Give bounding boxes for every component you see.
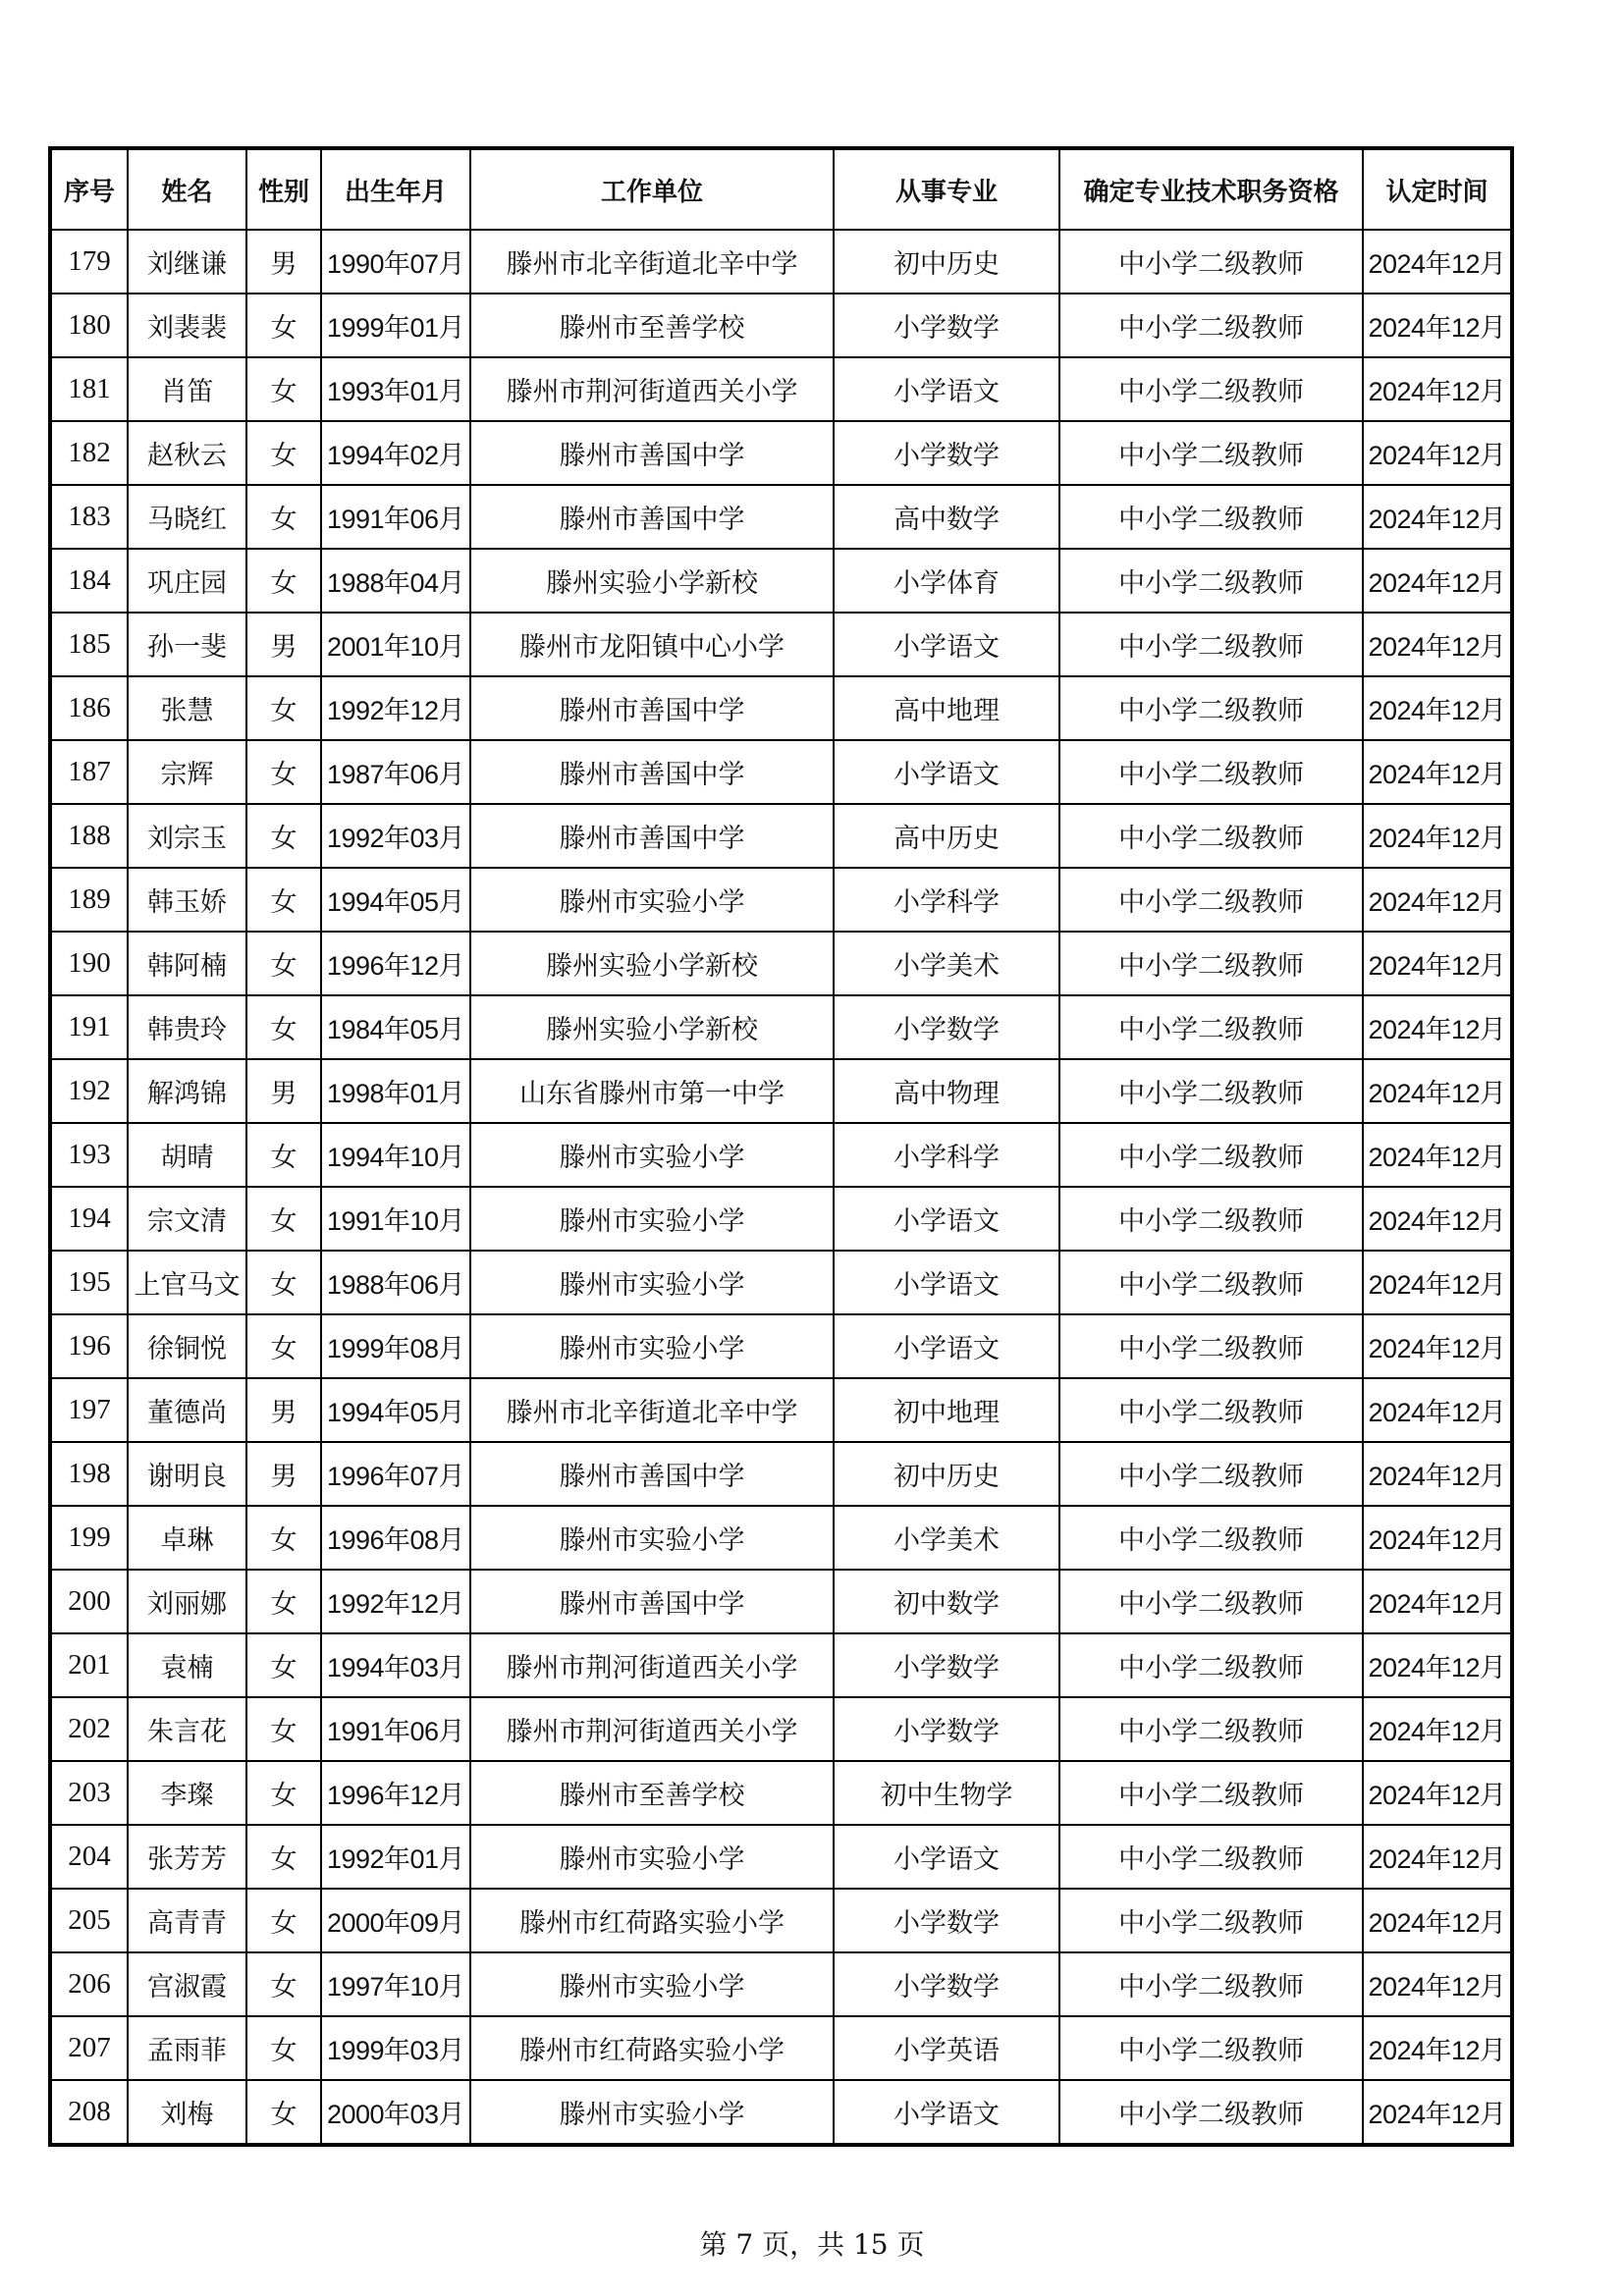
table-row — [50, 868, 1512, 932]
cell-specialty: 初中生物学 — [834, 1761, 1059, 1825]
cell-certification-date: 2024年12月 — [1363, 1506, 1512, 1570]
cell-certification-date: 2024年12月 — [1363, 676, 1512, 740]
cell-certification-date: 2024年12月 — [1363, 613, 1512, 676]
cell-certification-date: 2024年12月 — [1363, 1123, 1512, 1187]
cell-qualification: 中小学二级教师 — [1059, 1825, 1363, 1889]
table-row — [50, 1059, 1512, 1123]
cell-gender: 女 — [246, 294, 321, 357]
table-row — [50, 485, 1512, 549]
cell-name: 徐铜悦 — [128, 1314, 246, 1378]
cell-certification-date: 2024年12月 — [1363, 1314, 1512, 1378]
table-body — [50, 230, 1512, 2145]
cell-qualification: 中小学二级教师 — [1059, 549, 1363, 613]
cell-certification-date: 2024年12月 — [1363, 485, 1512, 549]
cell-work-unit: 滕州市善国中学 — [470, 804, 834, 868]
cell-qualification: 中小学二级教师 — [1059, 1378, 1363, 1442]
cell-qualification: 中小学二级教师 — [1059, 1442, 1363, 1506]
header-specialty: 从事专业 — [834, 148, 1059, 230]
cell-name: 上官马文 — [128, 1251, 246, 1314]
cell-qualification: 中小学二级教师 — [1059, 1761, 1363, 1825]
cell-gender: 女 — [246, 549, 321, 613]
cell-qualification: 中小学二级教师 — [1059, 1697, 1363, 1761]
cell-work-unit: 滕州市荆河街道西关小学 — [470, 1633, 834, 1697]
cell-gender: 女 — [246, 1952, 321, 2016]
cell-serial-no: 204 — [50, 1825, 128, 1889]
cell-gender: 女 — [246, 740, 321, 804]
cell-specialty: 高中物理 — [834, 1059, 1059, 1123]
table-row — [50, 2016, 1512, 2080]
cell-certification-date: 2024年12月 — [1363, 1059, 1512, 1123]
cell-work-unit: 滕州市善国中学 — [470, 421, 834, 485]
cell-birth-date: 1997年10月 — [321, 1952, 470, 2016]
cell-name: 袁楠 — [128, 1633, 246, 1697]
cell-birth-date: 1994年05月 — [321, 1378, 470, 1442]
cell-serial-no: 208 — [50, 2080, 128, 2145]
cell-name: 刘裴裴 — [128, 294, 246, 357]
cell-name: 刘丽娜 — [128, 1570, 246, 1633]
cell-qualification: 中小学二级教师 — [1059, 294, 1363, 357]
cell-serial-no: 192 — [50, 1059, 128, 1123]
cell-specialty: 小学语文 — [834, 613, 1059, 676]
cell-serial-no: 191 — [50, 995, 128, 1059]
cell-serial-no: 195 — [50, 1251, 128, 1314]
cell-specialty: 小学语文 — [834, 1825, 1059, 1889]
cell-birth-date: 1996年12月 — [321, 932, 470, 995]
table-row — [50, 740, 1512, 804]
cell-name: 韩阿楠 — [128, 932, 246, 995]
cell-qualification: 中小学二级教师 — [1059, 1952, 1363, 2016]
cell-specialty: 小学英语 — [834, 2016, 1059, 2080]
cell-specialty: 小学科学 — [834, 1123, 1059, 1187]
cell-name: 巩庄园 — [128, 549, 246, 613]
table-row — [50, 932, 1512, 995]
cell-gender: 女 — [246, 1314, 321, 1378]
cell-certification-date: 2024年12月 — [1363, 1697, 1512, 1761]
cell-serial-no: 185 — [50, 613, 128, 676]
cell-serial-no: 200 — [50, 1570, 128, 1633]
table-header-row — [50, 148, 1512, 230]
table-row — [50, 1952, 1512, 2016]
cell-work-unit: 滕州市善国中学 — [470, 740, 834, 804]
cell-name: 刘梅 — [128, 2080, 246, 2145]
cell-specialty: 小学语文 — [834, 1314, 1059, 1378]
cell-qualification: 中小学二级教师 — [1059, 1633, 1363, 1697]
table-row — [50, 2080, 1512, 2145]
cell-serial-no: 193 — [50, 1123, 128, 1187]
cell-name: 刘继谦 — [128, 230, 246, 294]
cell-name: 赵秋云 — [128, 421, 246, 485]
teacher-qualification-table — [48, 146, 1514, 2147]
cell-name: 谢明良 — [128, 1442, 246, 1506]
cell-name: 张芳芳 — [128, 1825, 246, 1889]
cell-work-unit: 滕州市善国中学 — [470, 1570, 834, 1633]
cell-specialty: 小学数学 — [834, 421, 1059, 485]
cell-specialty: 小学数学 — [834, 1889, 1059, 1952]
cell-gender: 女 — [246, 1123, 321, 1187]
cell-work-unit: 滕州市善国中学 — [470, 1442, 834, 1506]
cell-gender: 男 — [246, 1378, 321, 1442]
cell-qualification: 中小学二级教师 — [1059, 2016, 1363, 2080]
cell-birth-date: 1991年06月 — [321, 1697, 470, 1761]
cell-birth-date: 1993年01月 — [321, 357, 470, 421]
cell-birth-date: 1996年07月 — [321, 1442, 470, 1506]
table-row — [50, 613, 1512, 676]
cell-birth-date: 2000年03月 — [321, 2080, 470, 2145]
cell-work-unit: 滕州市北辛街道北辛中学 — [470, 1378, 834, 1442]
cell-work-unit: 滕州市红荷路实验小学 — [470, 2016, 834, 2080]
cell-name: 孙一斐 — [128, 613, 246, 676]
cell-serial-no: 201 — [50, 1633, 128, 1697]
cell-certification-date: 2024年12月 — [1363, 932, 1512, 995]
cell-specialty: 初中地理 — [834, 1378, 1059, 1442]
cell-certification-date: 2024年12月 — [1363, 1952, 1512, 2016]
cell-gender: 女 — [246, 357, 321, 421]
cell-serial-no: 207 — [50, 2016, 128, 2080]
table-row — [50, 230, 1512, 294]
cell-name: 董德尚 — [128, 1378, 246, 1442]
cell-qualification: 中小学二级教师 — [1059, 1889, 1363, 1952]
cell-certification-date: 2024年12月 — [1363, 1187, 1512, 1251]
cell-gender: 女 — [246, 804, 321, 868]
cell-certification-date: 2024年12月 — [1363, 1251, 1512, 1314]
cell-work-unit: 滕州实验小学新校 — [470, 932, 834, 995]
cell-specialty: 小学语文 — [834, 740, 1059, 804]
cell-specialty: 小学美术 — [834, 932, 1059, 995]
cell-gender: 女 — [246, 932, 321, 995]
cell-birth-date: 1994年05月 — [321, 868, 470, 932]
table-row — [50, 1761, 1512, 1825]
cell-serial-no: 205 — [50, 1889, 128, 1952]
cell-birth-date: 1999年08月 — [321, 1314, 470, 1378]
cell-work-unit: 滕州市荆河街道西关小学 — [470, 1697, 834, 1761]
cell-certification-date: 2024年12月 — [1363, 1761, 1512, 1825]
cell-work-unit: 滕州市实验小学 — [470, 1314, 834, 1378]
cell-certification-date: 2024年12月 — [1363, 1889, 1512, 1952]
cell-work-unit: 滕州市善国中学 — [470, 485, 834, 549]
cell-name: 韩玉娇 — [128, 868, 246, 932]
cell-specialty: 小学语文 — [834, 357, 1059, 421]
cell-serial-no: 198 — [50, 1442, 128, 1506]
cell-name: 卓琳 — [128, 1506, 246, 1570]
cell-birth-date: 1992年12月 — [321, 1570, 470, 1633]
header-gender: 性别 — [246, 148, 321, 230]
cell-serial-no: 187 — [50, 740, 128, 804]
cell-specialty: 高中数学 — [834, 485, 1059, 549]
cell-birth-date: 1992年01月 — [321, 1825, 470, 1889]
cell-specialty: 小学语文 — [834, 1251, 1059, 1314]
cell-specialty: 小学数学 — [834, 995, 1059, 1059]
cell-work-unit: 滕州市实验小学 — [470, 1952, 834, 2016]
cell-work-unit: 滕州实验小学新校 — [470, 995, 834, 1059]
page-footer: 第 7 页，共 15 页 — [699, 2228, 925, 2261]
cell-serial-no: 196 — [50, 1314, 128, 1378]
cell-serial-no: 194 — [50, 1187, 128, 1251]
cell-qualification: 中小学二级教师 — [1059, 932, 1363, 995]
cell-work-unit: 滕州市龙阳镇中心小学 — [470, 613, 834, 676]
cell-qualification: 中小学二级教师 — [1059, 676, 1363, 740]
cell-serial-no: 190 — [50, 932, 128, 995]
cell-gender: 女 — [246, 485, 321, 549]
cell-birth-date: 2001年10月 — [321, 613, 470, 676]
table-row — [50, 1506, 1512, 1570]
cell-serial-no: 179 — [50, 230, 128, 294]
cell-certification-date: 2024年12月 — [1363, 1825, 1512, 1889]
cell-birth-date: 1996年12月 — [321, 1761, 470, 1825]
cell-qualification: 中小学二级教师 — [1059, 1570, 1363, 1633]
cell-work-unit: 滕州市实验小学 — [470, 2080, 834, 2145]
cell-gender: 女 — [246, 995, 321, 1059]
cell-work-unit: 滕州市荆河街道西关小学 — [470, 357, 834, 421]
table-row — [50, 549, 1512, 613]
cell-specialty: 小学体育 — [834, 549, 1059, 613]
cell-specialty: 小学语文 — [834, 2080, 1059, 2145]
table-row — [50, 1570, 1512, 1633]
table-row — [50, 421, 1512, 485]
cell-certification-date: 2024年12月 — [1363, 549, 1512, 613]
cell-work-unit: 滕州市实验小学 — [470, 1187, 834, 1251]
cell-specialty: 小学数学 — [834, 294, 1059, 357]
cell-qualification: 中小学二级教师 — [1059, 1506, 1363, 1570]
cell-qualification: 中小学二级教师 — [1059, 1059, 1363, 1123]
cell-birth-date: 1991年06月 — [321, 485, 470, 549]
table-row — [50, 676, 1512, 740]
cell-gender: 女 — [246, 1825, 321, 1889]
table-row — [50, 1442, 1512, 1506]
cell-serial-no: 188 — [50, 804, 128, 868]
cell-name: 刘宗玉 — [128, 804, 246, 868]
header-birth-date: 出生年月 — [321, 148, 470, 230]
cell-certification-date: 2024年12月 — [1363, 868, 1512, 932]
header-qualification: 确定专业技术职务资格 — [1059, 148, 1363, 230]
cell-work-unit: 滕州市善国中学 — [470, 676, 834, 740]
cell-serial-no: 199 — [50, 1506, 128, 1570]
table-row — [50, 1187, 1512, 1251]
header-name: 姓名 — [128, 148, 246, 230]
cell-gender: 女 — [246, 1889, 321, 1952]
cell-specialty: 小学数学 — [834, 1952, 1059, 2016]
cell-certification-date: 2024年12月 — [1363, 2080, 1512, 2145]
cell-gender: 女 — [246, 676, 321, 740]
cell-name: 张慧 — [128, 676, 246, 740]
cell-gender: 男 — [246, 230, 321, 294]
cell-qualification: 中小学二级教师 — [1059, 740, 1363, 804]
cell-certification-date: 2024年12月 — [1363, 1570, 1512, 1633]
cell-gender: 男 — [246, 613, 321, 676]
cell-birth-date: 1992年12月 — [321, 676, 470, 740]
cell-specialty: 小学美术 — [834, 1506, 1059, 1570]
cell-specialty: 小学数学 — [834, 1697, 1059, 1761]
cell-serial-no: 197 — [50, 1378, 128, 1442]
cell-name: 朱言花 — [128, 1697, 246, 1761]
cell-name: 韩贵玲 — [128, 995, 246, 1059]
cell-gender: 女 — [246, 868, 321, 932]
cell-birth-date: 1994年10月 — [321, 1123, 470, 1187]
cell-serial-no: 186 — [50, 676, 128, 740]
cell-qualification: 中小学二级教师 — [1059, 1314, 1363, 1378]
cell-specialty: 初中历史 — [834, 230, 1059, 294]
cell-serial-no: 189 — [50, 868, 128, 932]
cell-specialty: 高中历史 — [834, 804, 1059, 868]
cell-qualification: 中小学二级教师 — [1059, 1251, 1363, 1314]
cell-gender: 女 — [246, 2080, 321, 2145]
table-row — [50, 995, 1512, 1059]
cell-certification-date: 2024年12月 — [1363, 294, 1512, 357]
cell-certification-date: 2024年12月 — [1363, 1442, 1512, 1506]
header-certification-date: 认定时间 — [1363, 148, 1512, 230]
table-row — [50, 1314, 1512, 1378]
cell-certification-date: 2024年12月 — [1363, 421, 1512, 485]
cell-birth-date: 1994年03月 — [321, 1633, 470, 1697]
cell-serial-no: 202 — [50, 1697, 128, 1761]
cell-birth-date: 1999年03月 — [321, 2016, 470, 2080]
cell-work-unit: 滕州市北辛街道北辛中学 — [470, 230, 834, 294]
cell-specialty: 高中地理 — [834, 676, 1059, 740]
table-row — [50, 1825, 1512, 1889]
cell-work-unit: 山东省滕州市第一中学 — [470, 1059, 834, 1123]
cell-specialty: 小学科学 — [834, 868, 1059, 932]
cell-birth-date: 1991年10月 — [321, 1187, 470, 1251]
cell-name: 宗辉 — [128, 740, 246, 804]
cell-specialty: 小学语文 — [834, 1187, 1059, 1251]
cell-serial-no: 180 — [50, 294, 128, 357]
cell-gender: 女 — [246, 1633, 321, 1697]
cell-work-unit: 滕州市实验小学 — [470, 1251, 834, 1314]
cell-qualification: 中小学二级教师 — [1059, 421, 1363, 485]
cell-gender: 男 — [246, 1059, 321, 1123]
cell-work-unit: 滕州市至善学校 — [470, 294, 834, 357]
cell-serial-no: 182 — [50, 421, 128, 485]
cell-serial-no: 183 — [50, 485, 128, 549]
cell-birth-date: 1988年06月 — [321, 1251, 470, 1314]
cell-name: 肖笛 — [128, 357, 246, 421]
cell-gender: 女 — [246, 1251, 321, 1314]
table-row — [50, 357, 1512, 421]
table-row — [50, 1697, 1512, 1761]
table-row — [50, 804, 1512, 868]
cell-certification-date: 2024年12月 — [1363, 1633, 1512, 1697]
cell-specialty: 小学数学 — [834, 1633, 1059, 1697]
cell-qualification: 中小学二级教师 — [1059, 1123, 1363, 1187]
cell-serial-no: 181 — [50, 357, 128, 421]
cell-birth-date: 1994年02月 — [321, 421, 470, 485]
table-row — [50, 1251, 1512, 1314]
cell-certification-date: 2024年12月 — [1363, 995, 1512, 1059]
cell-gender: 女 — [246, 1187, 321, 1251]
cell-certification-date: 2024年12月 — [1363, 740, 1512, 804]
table-row — [50, 294, 1512, 357]
cell-work-unit: 滕州市红荷路实验小学 — [470, 1889, 834, 1952]
table-row — [50, 1123, 1512, 1187]
cell-qualification: 中小学二级教师 — [1059, 357, 1363, 421]
cell-name: 李璨 — [128, 1761, 246, 1825]
cell-work-unit: 滕州实验小学新校 — [470, 549, 834, 613]
cell-gender: 女 — [246, 1570, 321, 1633]
cell-work-unit: 滕州市实验小学 — [470, 1506, 834, 1570]
cell-certification-date: 2024年12月 — [1363, 1378, 1512, 1442]
cell-birth-date: 1988年04月 — [321, 549, 470, 613]
cell-work-unit: 滕州市实验小学 — [470, 868, 834, 932]
cell-name: 马晓红 — [128, 485, 246, 549]
cell-gender: 女 — [246, 421, 321, 485]
cell-gender: 女 — [246, 2016, 321, 2080]
cell-qualification: 中小学二级教师 — [1059, 868, 1363, 932]
cell-name: 胡晴 — [128, 1123, 246, 1187]
cell-birth-date: 2000年09月 — [321, 1889, 470, 1952]
cell-qualification: 中小学二级教师 — [1059, 230, 1363, 294]
cell-serial-no: 206 — [50, 1952, 128, 2016]
cell-birth-date: 1990年07月 — [321, 230, 470, 294]
cell-birth-date: 1998年01月 — [321, 1059, 470, 1123]
cell-qualification: 中小学二级教师 — [1059, 485, 1363, 549]
cell-name: 高青青 — [128, 1889, 246, 1952]
cell-birth-date: 1992年03月 — [321, 804, 470, 868]
cell-work-unit: 滕州市实验小学 — [470, 1123, 834, 1187]
cell-birth-date: 1999年01月 — [321, 294, 470, 357]
cell-name: 宗文清 — [128, 1187, 246, 1251]
cell-qualification: 中小学二级教师 — [1059, 613, 1363, 676]
cell-specialty: 初中数学 — [834, 1570, 1059, 1633]
cell-qualification: 中小学二级教师 — [1059, 804, 1363, 868]
cell-qualification: 中小学二级教师 — [1059, 1187, 1363, 1251]
cell-certification-date: 2024年12月 — [1363, 230, 1512, 294]
cell-birth-date: 1984年05月 — [321, 995, 470, 1059]
cell-serial-no: 203 — [50, 1761, 128, 1825]
cell-gender: 男 — [246, 1442, 321, 1506]
header-work-unit: 工作单位 — [470, 148, 834, 230]
cell-qualification: 中小学二级教师 — [1059, 2080, 1363, 2145]
cell-work-unit: 滕州市至善学校 — [470, 1761, 834, 1825]
cell-name: 宫淑霞 — [128, 1952, 246, 2016]
cell-name: 孟雨菲 — [128, 2016, 246, 2080]
cell-qualification: 中小学二级教师 — [1059, 995, 1363, 1059]
cell-serial-no: 184 — [50, 549, 128, 613]
cell-gender: 女 — [246, 1761, 321, 1825]
cell-birth-date: 1987年06月 — [321, 740, 470, 804]
header-serial-no: 序号 — [50, 148, 128, 230]
cell-certification-date: 2024年12月 — [1363, 2016, 1512, 2080]
cell-certification-date: 2024年12月 — [1363, 357, 1512, 421]
table-row — [50, 1633, 1512, 1697]
cell-work-unit: 滕州市实验小学 — [470, 1825, 834, 1889]
table-row — [50, 1378, 1512, 1442]
cell-birth-date: 1996年08月 — [321, 1506, 470, 1570]
cell-certification-date: 2024年12月 — [1363, 804, 1512, 868]
cell-gender: 女 — [246, 1697, 321, 1761]
table-row — [50, 1889, 1512, 1952]
cell-gender: 女 — [246, 1506, 321, 1570]
cell-name: 解鸿锦 — [128, 1059, 246, 1123]
cell-specialty: 初中历史 — [834, 1442, 1059, 1506]
